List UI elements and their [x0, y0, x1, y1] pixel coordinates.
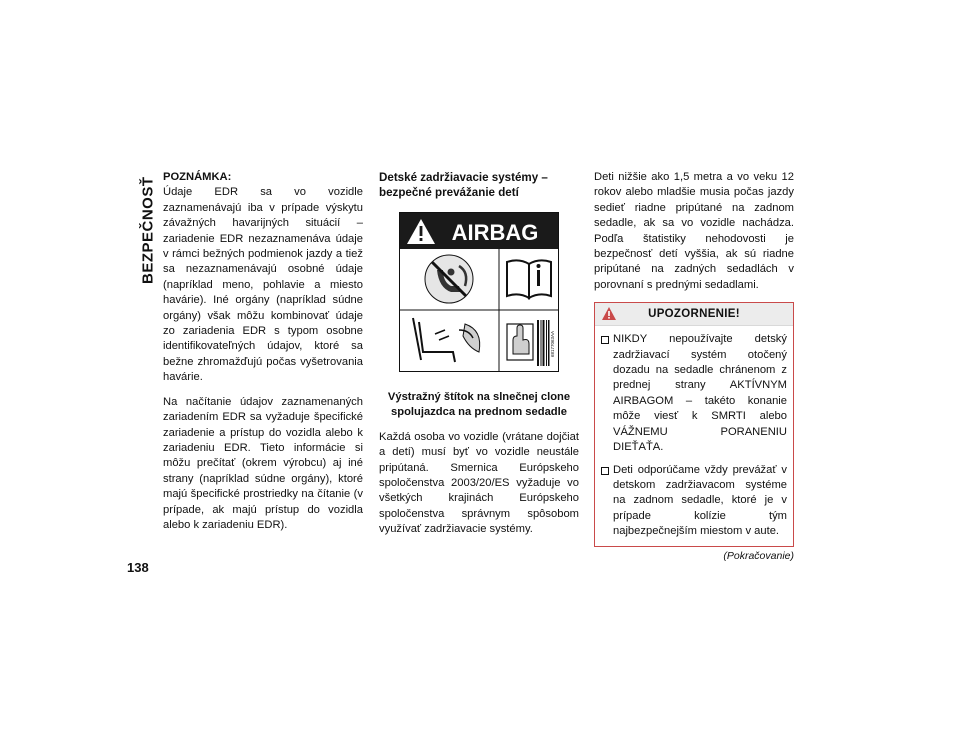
section-heading: Detské zadržiavacie systémy – bezpečné prevážanie detí [379, 171, 548, 199]
warning-title: UPOZORNENIE! [648, 307, 740, 320]
section-side-tab: BEZPEČNOSŤ [139, 176, 157, 284]
warning-item [601, 463, 787, 540]
square-bullet-icon [601, 467, 609, 475]
warning-item-text: Deti odporúčame vždy prevážať v detskom zadržiavacom systéme na zadnom sedadle, ktoré je v prípade kolízie tým najbezpečnejším miestom v aute. [613, 463, 787, 538]
hand-pointing-icon [507, 324, 533, 360]
warning-box [594, 302, 794, 546]
note-text: Údaje EDR sa vo vozidle zaznamenávajú iba v prípade výskytu závažných havarijných situácií – zariadenie EDR nezaznamenáva údaje v rámci bežných podmienok jazdy a tiež sa nezaznamenávajú osobné údaje (napríklad meno, pohlavie a miesto havárie). Iné orgány (napríklad súdne orgány) však môžu kombinovať údaje zo zariadenia EDR s typom osobne identifikovateľných údajov, ktoré sa bežne zhromažďujú počas vyšetrovania havárie. [163, 186, 363, 384]
page-number: 138 [127, 560, 149, 575]
no-rear-facing-child-seat-icon [425, 255, 473, 303]
column-right [594, 170, 794, 564]
warning-triangle-icon [601, 306, 617, 321]
airbag-warning-label-figure [399, 212, 559, 372]
continued-note: (Pokračovanie) [723, 549, 794, 562]
airbag-banner-text: AIRBAG [451, 220, 539, 245]
column-left [163, 170, 363, 542]
note-title: POZNÁMKA: [163, 171, 232, 183]
children-paragraph: Deti nižšie ako 1,5 metra a vo veku 12 rokov alebo mladšie musia počas jazdy sedieť riadne pripútané na zadnom sedadle, ak sa vo vozidle nachádza. Podľa štatistiky nehodovosti je bezpečnosť detí vyššia, ak sú riadne pripútané na zadných sedadlách v porovnaní s prednými sedadlami. [594, 171, 794, 291]
warning-item [601, 332, 787, 455]
restraint-paragraph: Každá osoba vo vozidle (vrátane dojčiat a detí) musí byť vo vozidle neustále pripútaná. Smernica Európskeho spoločenstva 2003/20/ES vyžaduje vo všetkých krajinách Európskeho spoločenstva správnym spôsobom využívať zadržiavacie systémy. [379, 430, 579, 536]
figure-caption: Výstražný štítok na slnečnej clone spolujazdca na prednom sedadle [387, 391, 571, 419]
column-middle [379, 170, 579, 547]
square-bullet-icon [601, 336, 609, 344]
edr-paragraph: Na načítanie údajov zaznamenaných zariadením EDR sa vyžaduje špecifické zariadenie a prístup do vozidla alebo k zariadeniu EDR. Tieto informácie si môžu prečítať (okrem výrobcu) aj iné strany (napríklad súdne orgány), ktoré majú špecifické prostriedky na čítanie (v prípade, ak majú prístup do vozidla alebo k zariadeniu EDR). [163, 395, 363, 531]
note-paragraph [163, 170, 363, 386]
label-code: 68177063AA [550, 330, 555, 358]
warning-list [595, 326, 793, 545]
warning-item-text: NIKDY nepoužívajte detský zadržiavací systém otočený dozadu na sedadle chránenom z prednej strany AKTÍVNYM AIRBAGOM – takéto konanie môže viesť k SMRTI alebo VÁŽNEMU PORANENIU DIEŤAŤA. [613, 333, 787, 454]
warning-header [595, 303, 793, 326]
